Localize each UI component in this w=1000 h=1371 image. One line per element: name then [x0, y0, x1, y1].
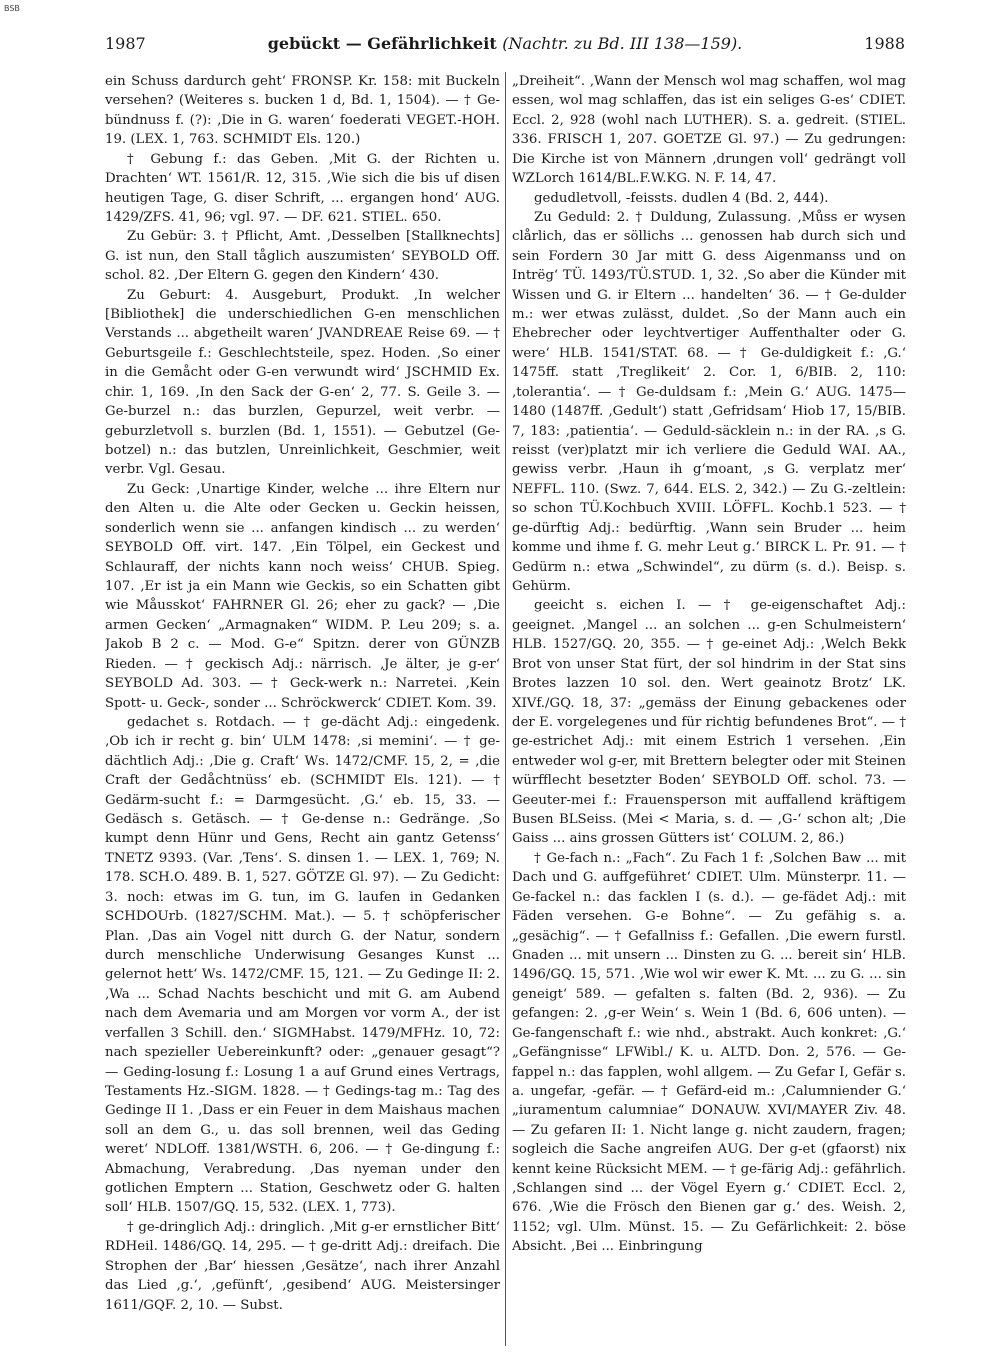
dictionary-entry: ein Schuss dardurch geht‘ FRONSP. Kr. 158: mit Buckeln versehen? (Weiteres s. bucken 1 d, Bd. 1, 1504). — † Ge-bündnuss f. (?): ‚Die in G. waren‘ foederati VEGET.-HOH. 19. (LEX. 1, 763. SCHMIDT Els. 120.) — [105, 74, 500, 148]
running-title — [105, 34, 905, 53]
dictionary-entry: gedudletvoll, -feissts. dudlen 4 (Bd. 2, 444). — [534, 190, 829, 206]
library-stamp: BSB — [4, 4, 20, 13]
dictionary-entry: † ge-dringlich Adj.: dringlich. ‚Mit g-er ernstlicher Bitt‘ RDHeil. 1486/GQ. 14, 295. — † ge-dritt Adj.: dreifach. Die Strophen der ‚Bar‘ hiessen ‚Gesätze‘, nach ihrer Anzahl das Lied ‚g.‘, ‚gefünft‘, ‚gesibend‘ AUG. Meistersinger 1611/GQF. 2, 10. — Subst. — [105, 1219, 500, 1313]
page-number-right: 1988 — [864, 34, 905, 53]
left-column — [105, 72, 500, 1357]
dictionary-entry: † Ge-fach n.: „Fach“. Zu Fach 1 f: ‚Solchen Baw ... mit Dach und G. auffgeführet‘ CDIET. Ulm. Münsterpr. 11. — Ge-fackel n.: das facklen I (s. d.). — ge-fädet Adj.: mit Fäden versehen. G-e Bohne“. — Zu gefähig s. a. „gesächig“. — † Gefallniss f.: Gefallen. ‚Die ewern furstl. Gnaden ... mit unsern ... Dinsten zu G. ... bereit sin‘ HLB. 1496/GQ. 15, 571. ‚Wie wol wir ewer K. Mt. ... zu G. ... sin geneigt‘ 589. — gefalten s. falten (Bd. 2, 936). — Zu gefangen: 2. ‚g-er Wein‘ s. Wein 1 (Bd. 6, 606 unten). — Ge-fangenschaft f.: wie nhd., abstrakt. Auch konkret: ‚G.‘ „Gefängnisse“ LFWibl./ K. u. ALTD. Don. 2, 576. — Ge-fappel n.: das fapplen, wohl allgem. — Zu Gefar I, Gefär s. a. ungefar, -gefär. — † Gefärd-eid m.: ‚Calumniender G.‘ „iuramentum calumniae“ DONAUW. XVI/MAYER Ziv. 48. — Zu gefaren II: 1. Nicht lange g. nicht zaudern, fragen; sogleich die Sache angreifen AUG. Der g-et (gfaorst) nix kennt keine Rücksicht MEM. — † ge-färig Adj.: gefährlich. ‚Schlangen sind ... der Vögel Eyern g.‘ CDIET. Eccl. 2, 676. ‚Wie die Frösch den Bienen gar g.‘ des. Weish. 2, 1152; vgl. Ulm. Münst. 15. — Zu Gefärlichkeit: 2. böse Absicht. ‚Bei ... Einbringung — [512, 850, 906, 1255]
page-header — [105, 34, 905, 56]
right-column — [512, 72, 906, 1357]
column-divider — [505, 72, 506, 1346]
dictionary-entry: Zu Geburt: 4. Ausgeburt, Produkt. ‚In welcher [Bibliothek] die underschiedlichen G-en menschlichen Verstands ... abgetheilt waren‘ JVANDREAE Reise 69. — † Geburtsgeile f.: Geschlechtsteile, spez. Hoden. ‚So einer in die Gemåcht oder G-en verwundt wird‘ JSCHMID Ex. chir. 1, 169. ‚In den Sack der G-en‘ 2, 77. S. Geile 3. — Ge-burzel n.: das burzlen, Gepurzel, weit verbr. — geburzletvoll s. burzlen (Bd. 1, 1551). — Gebutzel (Ge-botzel) n.: das butzlen, Unreinlichkeit, Geschmier, weit verbr. Vgl. Gesau. — [105, 287, 500, 478]
dictionary-entry: Zu Geck: ‚Unartige Kinder, welche ... ihre Eltern nur den Alten u. die Alte oder Gecken u. Geckin heissen, sonderlich wenn sie ... anfangen kindisch ... zu werden‘ SEYBOLD Off. virt. 147. ‚Ein Tölpel, ein Geckest und Schlauraff, der nichts kann noch weiss‘ CHUB. Spieg. 107. ‚Er ist ja ein Mann wie Geckis, so ein Schatten gibt wie Måusskot‘ FAHRNER Gl. 26; eher zu gack? — ‚Die armen Gecken‘ „Armagnaken“ WIDM. P. Leu 209; s. a. Jakob B 2 c. — Mod. G-e“ Spitzn. derer von GÜNZB Rieden. — † geckisch Adj.: närrisch. ‚Je älter, je g-er‘ SEYBOLD Ad. 303. — † Geck-werk n.: Narretei. ‚Kein Spott- u. Geck-, sonder ... Schröckwerck‘ CDIET. Kom. 39. — [105, 481, 500, 711]
running-title-main: gebückt — Gefährlichkeit — [267, 34, 497, 53]
dictionary-entry: Zu Gebür: 3. † Pflicht, Amt. ‚Desselben [Stallknechts] G. ist nun, den Stall tåglich auszumisten‘ SEYBOLD Off. schol. 82. ‚Der Eltern G. gegen den Kindern‘ 430. — [105, 229, 500, 284]
dictionary-entry: Zu Geduld: 2. † Duldung, Zulassung. ‚Můss er wysen clårlich, das er söllichs ... genossen hab durch sich und sein Fordern 30 Jar mitt G. dess Aigenmanss und on Intrёg‘ TÜ. 1493/TÜ.STUD. 1, 32. ‚So aber die Künder mit Wissen und G. ir Eltern ... handelten‘ 36. — † Ge-dulder m.: wer etwas zulässt, duldet. ‚So der Mann auch ein Ehebrecher oder leychtvertiger Auffenthalter oder G. were‘ HLB. 1541/STAT. 68. — † Ge-duldigkeit f.: ‚G.‘ 1475ff. statt ‚Treglikeit‘ 2. Cor. 1, 6/BIB. 2, 110: ‚tolerantia‘. — † Ge-duldsam f.: ‚Mein G.‘ AUG. 1475—1480 (1487ff. ‚Gedult‘) statt ‚Gefridsam‘ Hiob 17, 15/BIB. 7, 183: ‚patientia‘. — Geduld-säcklein n.: in der RA. ‚s G. reisst (ver)platzt mir ich verliere die Geduld WAI. AA., gewiss verbr. ‚Haun ih g‘moant, ‚s G. verplatz mer‘ NEFFL. 110. (Swz. 7, 644. ELS. 2, 342.) — Zu G.-zeltlein: so schon TÜ.Kochbuch XVIII. LÖFFL. Kochb.1 523. — † ge-dürftig Adj.: bedürftig. ‚Wann sein Bruder ... heim komme und ihme f. G. mehr Leut g.‘ BIRCK L. Pr. 91. — † Gedürm n.: etwa „Schwindel“, zu dürm (s. d.). Beisp. s. Gehürm. — [512, 209, 906, 594]
dictionary-entry: „Dreiheit“. ‚Wann der Mensch wol mag schaffen, wol mag essen, wol mag schlaffen, das ist ein seliges G-es‘ CDIET. Eccl. 2, 928 (wohl nach LUTHER). S. a. gedreit. (STIEL. 336. FRISCH 1, 207. GOETZE Gl. 97.) — Zu gedrungen: Die Kirche ist von Männern ‚drungen voll‘ gedrängt voll WZLorch 1614/BL.F.W.KG. N. F. 14, 47. — [512, 74, 906, 187]
page-number-left: 1987 — [105, 34, 146, 53]
dictionary-entry: gedachet s. Rotdach. — † ge-dächt Adj.: eingedenk. ‚Ob ich ir recht g. bin‘ ULM 1478: ‚si memini‘. — † ge-dächtlich Adj.: ‚Die g. Craft‘ Ws. 1472/CMF. 15, 2, = ‚die Craft der Gedåchtnüss‘ eb. (SCHMIDT Els. 121). — † Gedärm-sucht f.: = Darmgesücht. ‚G.‘ eb. 15, 33. — Gedäsch s. Getäsch. — † Ge-dense n.: Gedränge. ‚So kumpt denn Hünr und Gens, Recht ain gantz Getenss‘ TNETZ 9393. (Var. ‚Tens‘. S. dinsen 1. — LEX. 1, 769; N. 178. SCH.O. 489. B. 1, 527. GÖTZE Gl. 97). — Zu Gedicht: 3. noch: etwas im G. tun, im G. laufen in Gedanken SCHDOUrb. (1827/SCHM. Mat.). — 5. † schöpferischer Plan. ‚Das ain Vogel nitt durch G. der Natur, sondern durch menschliche Underwisung Gesanges Kunst ... gelernot hett‘ Ws. 1472/CMF. 15, 121. — Zu Gedinge II: 2. ‚Wa ... Schad Nachts beschicht und mit G. am Aubend nach dem Avemaria und am Morgen vor vorm A., der ist verfallen 3 Schill. den.‘ SIGMHabst. 1479/MFHz. 10, 72: nach spezieller Uebereinkunft? oder: „genauer gesagt“? — Geding-losung f.: Losung 1 a auf Grund eines Vertrags, Testaments Hz.-SIGM. 1828. — † Gedings-tag m.: Tag des Gedinge II 1. ‚Dass er ein Feuer in dem Maishaus machen soll an dem G., u. das soll brennen, weil das Geding weret‘ NDLOff. 1381/WSTH. 6, 206. — † Ge-dingung f.: Abmachung, Verabredung. ‚Das nyeman under den gotlichen Emptern ... Station, Geschwetz oder G. halten soll‘ HLB. 1507/GQ. 15, 532. (LEX. 1, 773). — [105, 714, 500, 1216]
running-title-note: (Nachtr. zu Bd. III 138—159). — [502, 34, 743, 53]
dictionary-entry: † Gebung f.: das Geben. ‚Mit G. der Richten u. Drachten‘ WT. 1561/R. 12, 315. ‚Wie sich die bis uf disen heutigen Tage, G. diser Schrift, ... ergangen hond‘ AUG. 1429/ZFS. 41, 96; vgl. 97. — DF. 621. STIEL. 650. — [105, 151, 500, 225]
dictionary-entry: geeicht s. eichen I. — † ge-eigenschaftet Adj.: geeignet. ‚Mangel ... an solchen ... g-en Schulmeistern‘ HLB. 1527/GQ. 20, 355. — † ge-einet Adj.: ‚Welch Bekk Brot von unser Stat fürt, der sol hindrim in der Stat sins Brotes lazzen 10 sol. den. Wert geainotz Brotz‘ LK. XIVf./GQ. 18, 37: „gemäss der Einung gebackenes oder der E. vorgelegenes und für richtig befundenes Brot“. — † ge-estrichet Adj.: mit einem Estrich 1 versehen. ‚Ein entweder wol g-er, mit Brettern belegter oder mit Steinen würfflecht besetzter Boden‘ SEYBOLD Off. schol. 73. — Geeuter-mei f.: Frauensperson mit auffallend kräftigem Busen BLSeiss. (Mei < Maria, s. d. — ‚G-‘ schon alt; ‚Die Gaiss ... ains grossen Gütters ist‘ COLUM. 2, 86.) — [512, 598, 906, 847]
